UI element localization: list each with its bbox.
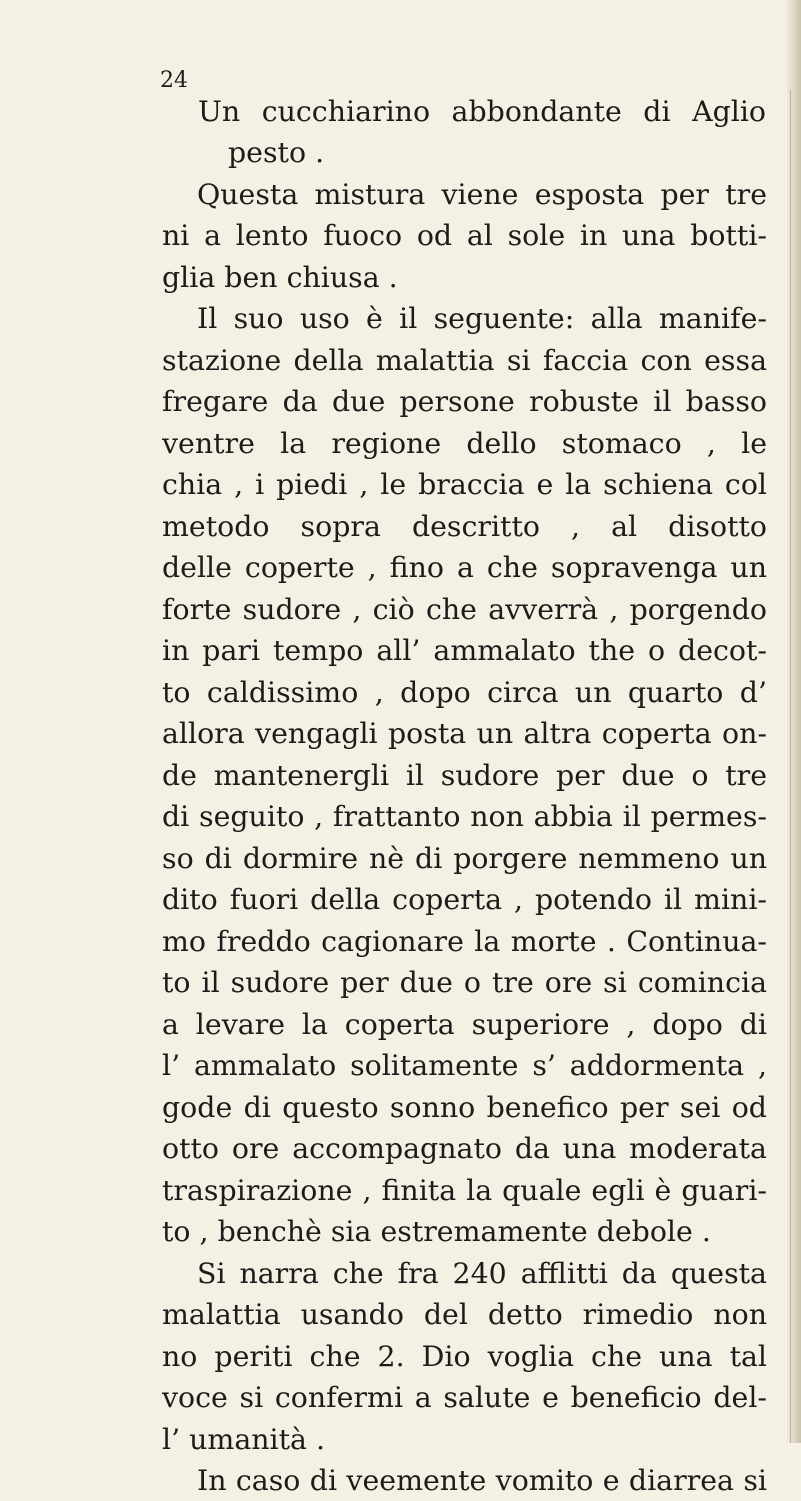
text-line: chia , i piedi , le braccia e la schiena col [162, 468, 767, 501]
text-line: to caldissimo , dopo circa un quarto d’ [162, 676, 767, 709]
text-line: gode di questo sonno benefico per sei od [162, 1091, 767, 1124]
text-line: l’ ammalato solitamente s’ addormenta , [162, 1049, 767, 1082]
text-line: di seguito , frattanto non abbia il permes- [162, 800, 767, 833]
text-line: delle coperte , fino a che sopravenga un [162, 551, 767, 584]
text-line: in pari tempo all’ ammalato the o decot- [162, 634, 767, 667]
text-line: Questa mistura viene esposta per tre [197, 178, 767, 211]
text-line: de mantenergli il sudore per due o tre [162, 759, 767, 792]
text-line: l’ umanità . [162, 1423, 326, 1456]
text-line: to il sudore per due o tre ore si comincia [162, 966, 767, 999]
text-line: traspirazione , finita la quale egli è guari- [162, 1174, 767, 1207]
text-line: pesto . [228, 136, 325, 169]
text-line: malattia usando del detto rimedio non [162, 1298, 767, 1331]
text-line: stazione della malattia si faccia con essa [162, 344, 767, 377]
text-line: otto ore accompagnato da una moderata [162, 1132, 767, 1165]
text-line: voce si confermi a salute e beneficio del- [162, 1381, 767, 1414]
text-line: Si narra che fra 240 afflitti da questa [197, 1257, 767, 1290]
text-line: ventre la regione dello stomaco , le [162, 427, 767, 460]
text-line: fregare da due persone robuste il basso [162, 385, 767, 418]
text-line: Un cucchiarino abbondante di Aglio [198, 95, 766, 128]
text-line: to , benchè sia estremamente debole . [162, 1215, 711, 1248]
text-line: In caso di veemente vomito e diarrea si [197, 1464, 767, 1497]
text-line: forte sudore , ciò che avverrà , porgendo [162, 593, 767, 626]
text-line: metodo sopra descritto , al disotto [162, 510, 767, 543]
text-line: glia ben chiusa . [162, 261, 398, 294]
text-line: allora vengagli posta un altra coperta on- [162, 717, 767, 750]
text-line: dito fuori della coperta , potendo il mini- [162, 883, 767, 916]
text-line: Il suo uso è il seguente: alla manife- [197, 302, 767, 335]
text-line: ni a lento fuoco od al sole in una botti- [162, 219, 767, 252]
text-line: a levare la coperta superiore , dopo di [162, 1008, 767, 1041]
page-number: 24 [160, 68, 188, 93]
text-line: mo freddo cagionare la morte . Continua- [162, 925, 767, 958]
text-line: no periti che 2. Dio voglia che una tal [162, 1340, 767, 1373]
text-line: so di dormire nè di porgere nemmeno un [162, 842, 767, 875]
